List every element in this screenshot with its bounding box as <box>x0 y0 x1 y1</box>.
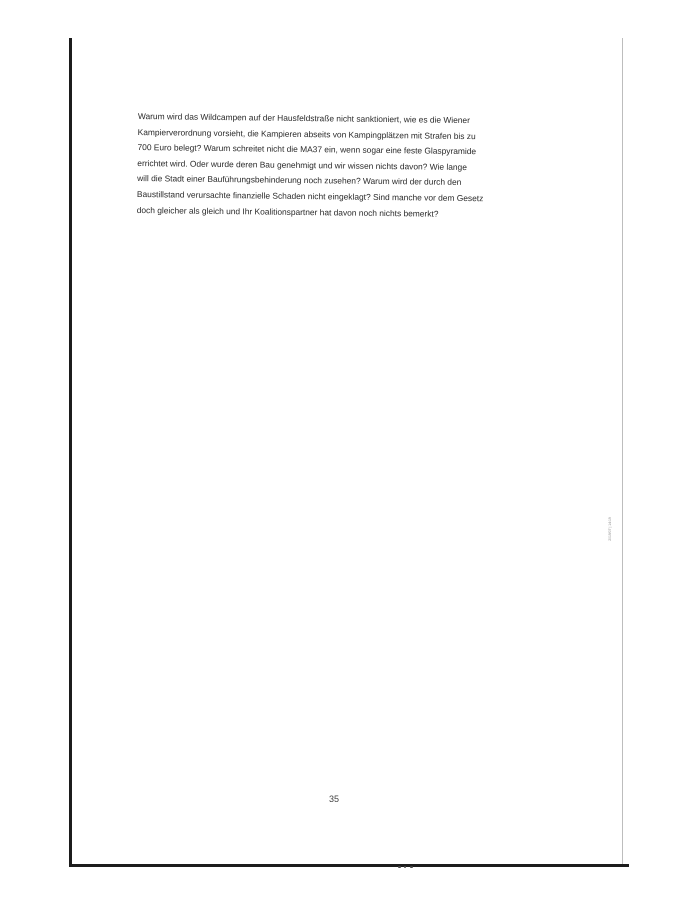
paragraph-line: Warum wird das Wildcampen auf der Hausfeldstraße nicht sanktioniert, wie es die Wiener <box>137 110 470 126</box>
body-paragraph <box>137 109 548 223</box>
paragraph-line: errichtet wird. Oder wurde deren Bau genehmigt und wir wissen nichts davon? Wie lange <box>137 157 467 172</box>
scan-border-right <box>622 38 623 864</box>
paragraph-line: Baustillstand verursachte finanzielle Schaden nicht eingeklagt? Sind manche vor dem Gesetz <box>136 188 484 204</box>
scan-speck <box>410 866 413 868</box>
page-number: 35 <box>328 794 339 804</box>
paragraph-line: will die Stadt einer Bauführungsbehinderung noch zusehen? Warum wird der durch den <box>137 173 462 188</box>
scan-border-left <box>69 38 72 866</box>
scan-speck <box>404 866 406 868</box>
margin-stamp-text: 2019/07 | 14:19 <box>608 517 612 541</box>
margin-stamp <box>606 508 614 550</box>
scan-speck <box>398 866 401 868</box>
paragraph-line: 700 Euro belegt? Warum schreitet nicht die MA37 ein, wenn sogar eine feste Glaspyramide <box>137 142 477 157</box>
paragraph-line: doch gleicher als gleich und Ihr Koalitionspartner hat davon noch nichts bemerkt? <box>136 204 439 219</box>
scan-border-bottom <box>69 864 629 867</box>
paragraph-line: Kampierverordnung vorsieht, die Kampieren abseits von Kampingplätzen mit Strafen bis zu <box>137 126 476 141</box>
